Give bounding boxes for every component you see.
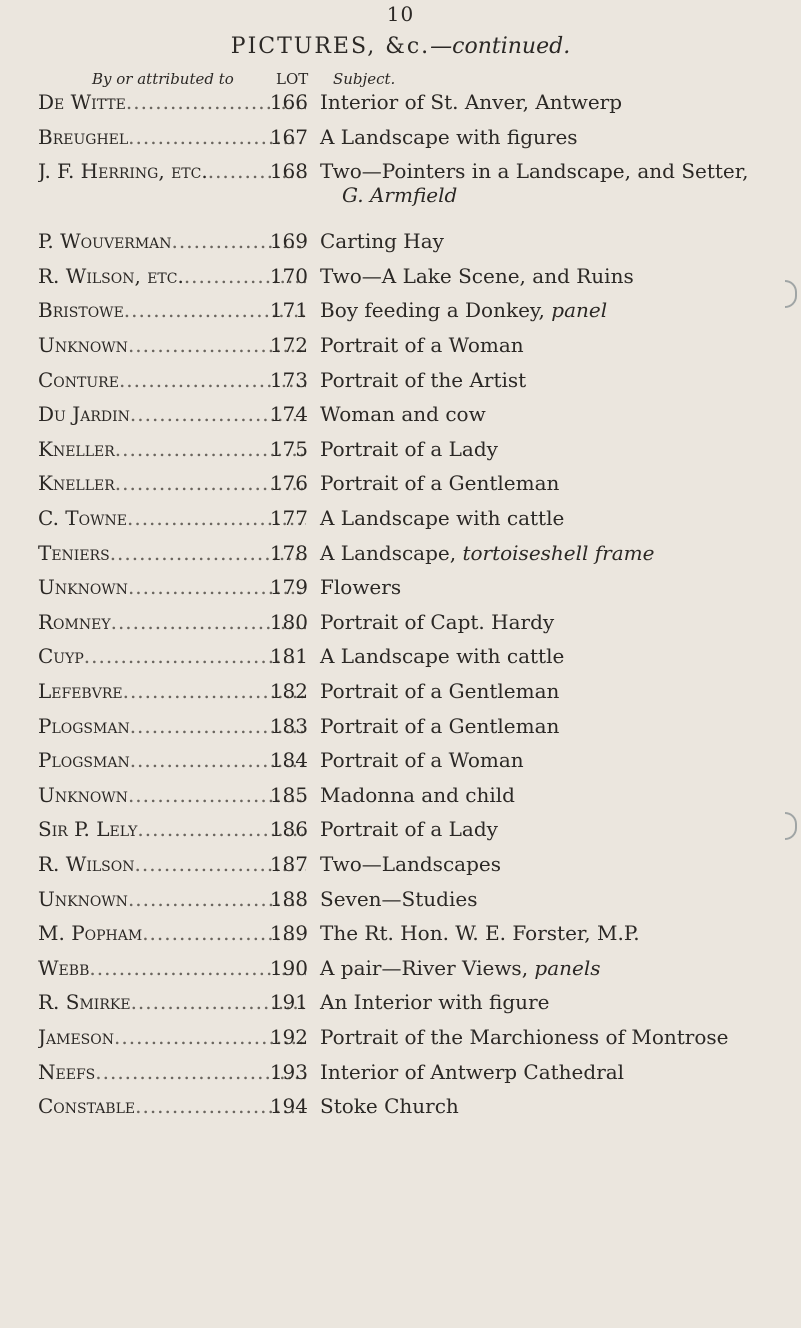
lot-number: 173 [269,367,308,392]
artist-name-text: De Witte [38,90,126,114]
lot-number: 174 [269,402,308,427]
subject-text: Stoke Church [320,1094,459,1119]
catalogue-entry [0,887,801,921]
subject-text: Portrait of a Woman [320,748,524,773]
catalogue-entry [0,506,801,540]
artist-name [38,575,306,599]
artist-name-text: M. Popham [38,921,143,946]
subject [320,159,790,207]
subject-text: Carting Hay [320,229,444,254]
subject [320,817,790,841]
artist-name-text: Neefs [38,1059,96,1084]
artist-name [38,506,306,530]
subject-text: A Landscape with figures [320,124,578,149]
catalogue-entry [0,541,801,575]
subject-text: Madonna and child [320,782,515,807]
subject [320,264,790,288]
artist-name-text: Conture [38,367,119,392]
lot-number: 175 [269,436,308,461]
lot-number: 176 [269,471,308,496]
subject [320,956,790,980]
artist-name-text: Plogsman [38,748,130,773]
lot-number: 193 [269,1059,308,1084]
lot-number: 167 [269,124,308,149]
artist-name [38,921,306,945]
lot-number: 177 [269,506,308,530]
subject [320,298,790,322]
subject-text: Portrait of a Lady [320,817,498,842]
artist-name [38,783,306,807]
catalogue-entry [0,1060,801,1094]
lot-number: 182 [269,679,308,703]
subject [320,887,790,911]
subject [320,1025,790,1049]
artist-name-text: Romney [38,609,111,634]
subject-text: Portrait of a Gentleman [320,679,560,703]
subject [320,1060,790,1084]
subject [320,229,790,253]
artist-name [38,90,306,114]
catalogue-entry [0,575,801,609]
lot-number: 190 [269,955,308,980]
artist-name-text: J. F. Herring, etc. [38,159,208,184]
catalogue-entry [0,159,801,208]
artist-name [38,264,306,288]
artist-name [38,852,306,876]
subject [320,783,790,807]
lot-number: 187 [269,852,308,876]
artist-name [38,887,306,911]
subject-text: Portrait of a Gentleman [320,713,560,738]
lot-number: 170 [269,263,308,288]
lot-number: 185 [269,782,308,807]
catalogue-entry [0,1025,801,1059]
subject-text: An Interior with figure [320,990,550,1015]
catalogue-entry [0,817,801,851]
subject-note: panels [534,955,601,980]
artist-name-text: Teniers [38,540,110,565]
subject-text: Seven—Studies [320,886,478,911]
subject-text: A Landscape, [320,540,463,565]
catalogue-entry [0,714,801,748]
subject [320,90,790,114]
subject-text: Two—A Lake Scene, and Ruins [320,263,634,288]
artist-name-text: Bristowe [38,298,124,323]
subject-note: panel [551,298,608,323]
artist-name-text: Jameson [38,1025,115,1049]
subject [320,921,790,945]
artist-name [38,817,306,841]
catalogue-entry [0,90,801,124]
catalogue-entry [0,298,801,332]
catalogue-entry [0,437,801,471]
lot-number: 184 [269,748,308,773]
artist-name [38,1025,306,1049]
catalogue-entry [0,402,801,436]
catalogue-entry [0,956,801,990]
catalogue-entry [0,679,801,713]
subject [320,541,790,565]
subject [320,471,790,495]
catalogue-entry [0,368,801,402]
artist-name [38,644,306,668]
heading-main: PICTURES, &c. [230,34,431,59]
subject-text: Portrait of a Lady [320,436,498,461]
lot-number: 178 [269,540,308,565]
catalogue-entry [0,644,801,678]
subject-text: The Rt. Hon. W. E. Forster, M.P. [320,921,640,946]
column-header-artist: By or attributed to [92,70,234,88]
artist-name-text: Unknown [38,886,128,911]
artist-name [38,125,306,149]
catalogue-entry [0,471,801,505]
artist-name [38,541,306,565]
artist-name [38,368,306,392]
artist-name-text: C. Towne [38,506,127,530]
column-header-subject: Subject. [333,70,396,88]
lot-number: 180 [269,609,308,634]
subject-text: Portrait of the Artist [320,367,527,392]
artist-name-text: Du Jardin [38,402,130,427]
artist-name [38,679,306,703]
subject-text: A Landscape with cattle [320,506,565,530]
catalogue-entry [0,610,801,644]
artist-name-text: P. Wouverman [38,229,172,254]
artist-name-text: Sir P. Lely [38,817,138,842]
catalogue-entry [0,229,801,263]
artist-name-text: Lefebvre [38,679,123,703]
artist-name [38,437,306,461]
artist-name [38,333,306,357]
subject-attribution: G. Armfield [342,183,458,208]
lot-number: 189 [269,921,308,946]
artist-name-text: R. Wilson, etc. [38,263,184,288]
artist-name-text: Constable [38,1094,136,1119]
artist-name-text: Plogsman [38,713,130,738]
artist-name-text: Unknown [38,782,128,807]
subject-text: Two—Landscapes [320,852,501,876]
column-header-lot: LOT [276,70,309,88]
subject [320,125,790,149]
artist-name [38,714,306,738]
subject-text: Boy feeding a Donkey, [320,298,552,323]
subject [320,1094,790,1118]
subject-text: Interior of St. Anver, Antwerp [320,90,623,114]
artist-name-text: Unknown [38,575,128,600]
subject-text: Portrait of Capt. Hardy [320,609,555,634]
subject [320,437,790,461]
subject-text: Woman and cow [320,402,486,427]
lot-number: 192 [269,1025,308,1049]
artist-name [38,229,306,253]
subject [320,333,790,357]
lot-number: 181 [269,644,308,669]
artist-name [38,990,306,1014]
artist-name [38,610,306,634]
artist-name-text: Kneller [38,471,115,496]
lot-number: 183 [269,713,308,738]
lot-number: 188 [269,886,308,911]
subject [320,990,790,1014]
lot-number: 171 [269,298,308,323]
subject [320,402,790,426]
catalogue-entry [0,990,801,1024]
artist-name [38,748,306,772]
subject-text: Flowers [320,575,402,600]
subject [320,575,790,599]
subject [320,748,790,772]
subject-note: tortoiseshell frame [462,540,655,565]
artist-name-text: Breughel [38,124,129,149]
lot-number: 179 [269,575,308,600]
page-number: 10 [386,2,415,26]
lot-number: 186 [269,817,308,842]
artist-name [38,1060,306,1084]
catalogue-entry [0,264,801,298]
subject-text: A pair—River Views, [320,955,535,980]
lot-number: 168 [269,159,308,184]
heading-continued: —continued. [430,34,571,59]
lot-number: 191 [269,990,308,1015]
subject [320,714,790,738]
artist-name [38,159,306,183]
artist-name [38,956,306,980]
artist-name-text: R. Wilson [38,852,135,876]
catalogue-entry [0,748,801,782]
artist-name-text: Cuyp [38,644,84,669]
catalogue-entry [0,125,801,159]
artist-name [38,298,306,322]
subject [320,679,790,703]
section-heading [0,34,801,59]
lot-number: 194 [269,1094,308,1119]
subject-text: Portrait of the Marchioness of Montrose [320,1025,729,1049]
subject [320,368,790,392]
artist-name [38,1094,306,1118]
catalogue-entry [0,333,801,367]
subject [320,852,790,876]
catalogue-entry [0,783,801,817]
subject [320,644,790,668]
subject [320,610,790,634]
subject-text: Interior of Antwerp Cathedral [320,1059,625,1084]
artist-name-text: Webb [38,955,90,980]
artist-name [38,471,306,495]
lot-number: 172 [269,333,308,357]
lot-number: 169 [269,229,308,254]
lot-number: 166 [269,90,308,114]
artist-name-text: R. Smirke [38,990,131,1015]
subject [320,506,790,530]
subject-text: Two—Pointers in a Landscape, and Setter, [320,159,749,184]
catalogue-entry [0,1094,801,1128]
artist-name-text: Kneller [38,436,115,461]
artist-name-text: Unknown [38,333,128,357]
artist-name [38,402,306,426]
subject-text: Portrait of a Woman [320,333,524,357]
subject-text: A Landscape with cattle [320,644,565,669]
subject-text: Portrait of a Gentleman [320,471,560,496]
catalogue-entry [0,921,801,955]
catalogue-entry [0,852,801,886]
